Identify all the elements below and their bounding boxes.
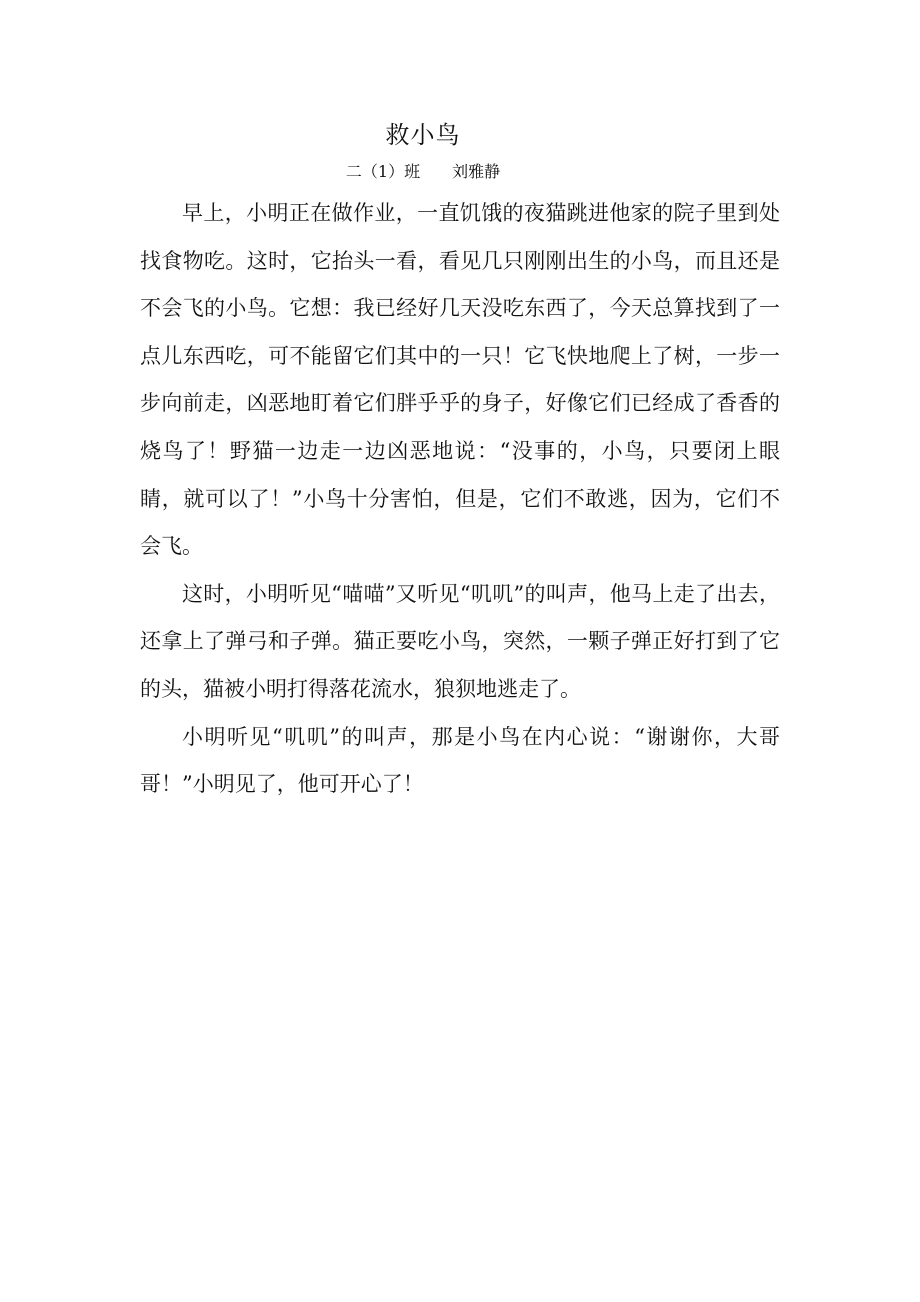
paragraph-1: 早上，小明正在做作业，一直饥饿的夜猫跳进他家的院子里到处找食物吃。这时，它抬头一看，看见几只刚刚出生的小鸟，而且还是不会飞的小鸟。它想：我已经好几天没吃东西了，今天总算找到了一点儿东西吃，可不能留它们其中的一只！它飞快地爬上了树，一步一步向前走，凶恶地盯着它们胖乎乎的身子，好像它们已经成了香香的烧鸟了！野猫一边走一边凶恶地说：“没事的，小鸟，只要闭上眼睛，就可以了！”小鸟十分害怕，但是，它们不敢逃，因为，它们不会飞。	[140, 201, 780, 559]
story-body	[140, 190, 780, 809]
document-title: 救小鸟	[385, 121, 461, 149]
paragraph-3: 小明听见“叽叽”的叫声，那是小鸟在内心说：“谢谢你，大哥哥！”小明见了，他可开心了！	[140, 724, 780, 797]
paragraph-2: 这时，小明听见“喵喵”又听见“叽叽”的叫声，他马上走了出去，还拿上了弹弓和子弹。猫正要吃小鸟，突然，一颗子弹正好打到了它的头，猫被小明打得落花流水，狼狈地逃走了。	[140, 581, 780, 701]
author-byline: 二（1）班 刘雅静	[345, 162, 501, 181]
